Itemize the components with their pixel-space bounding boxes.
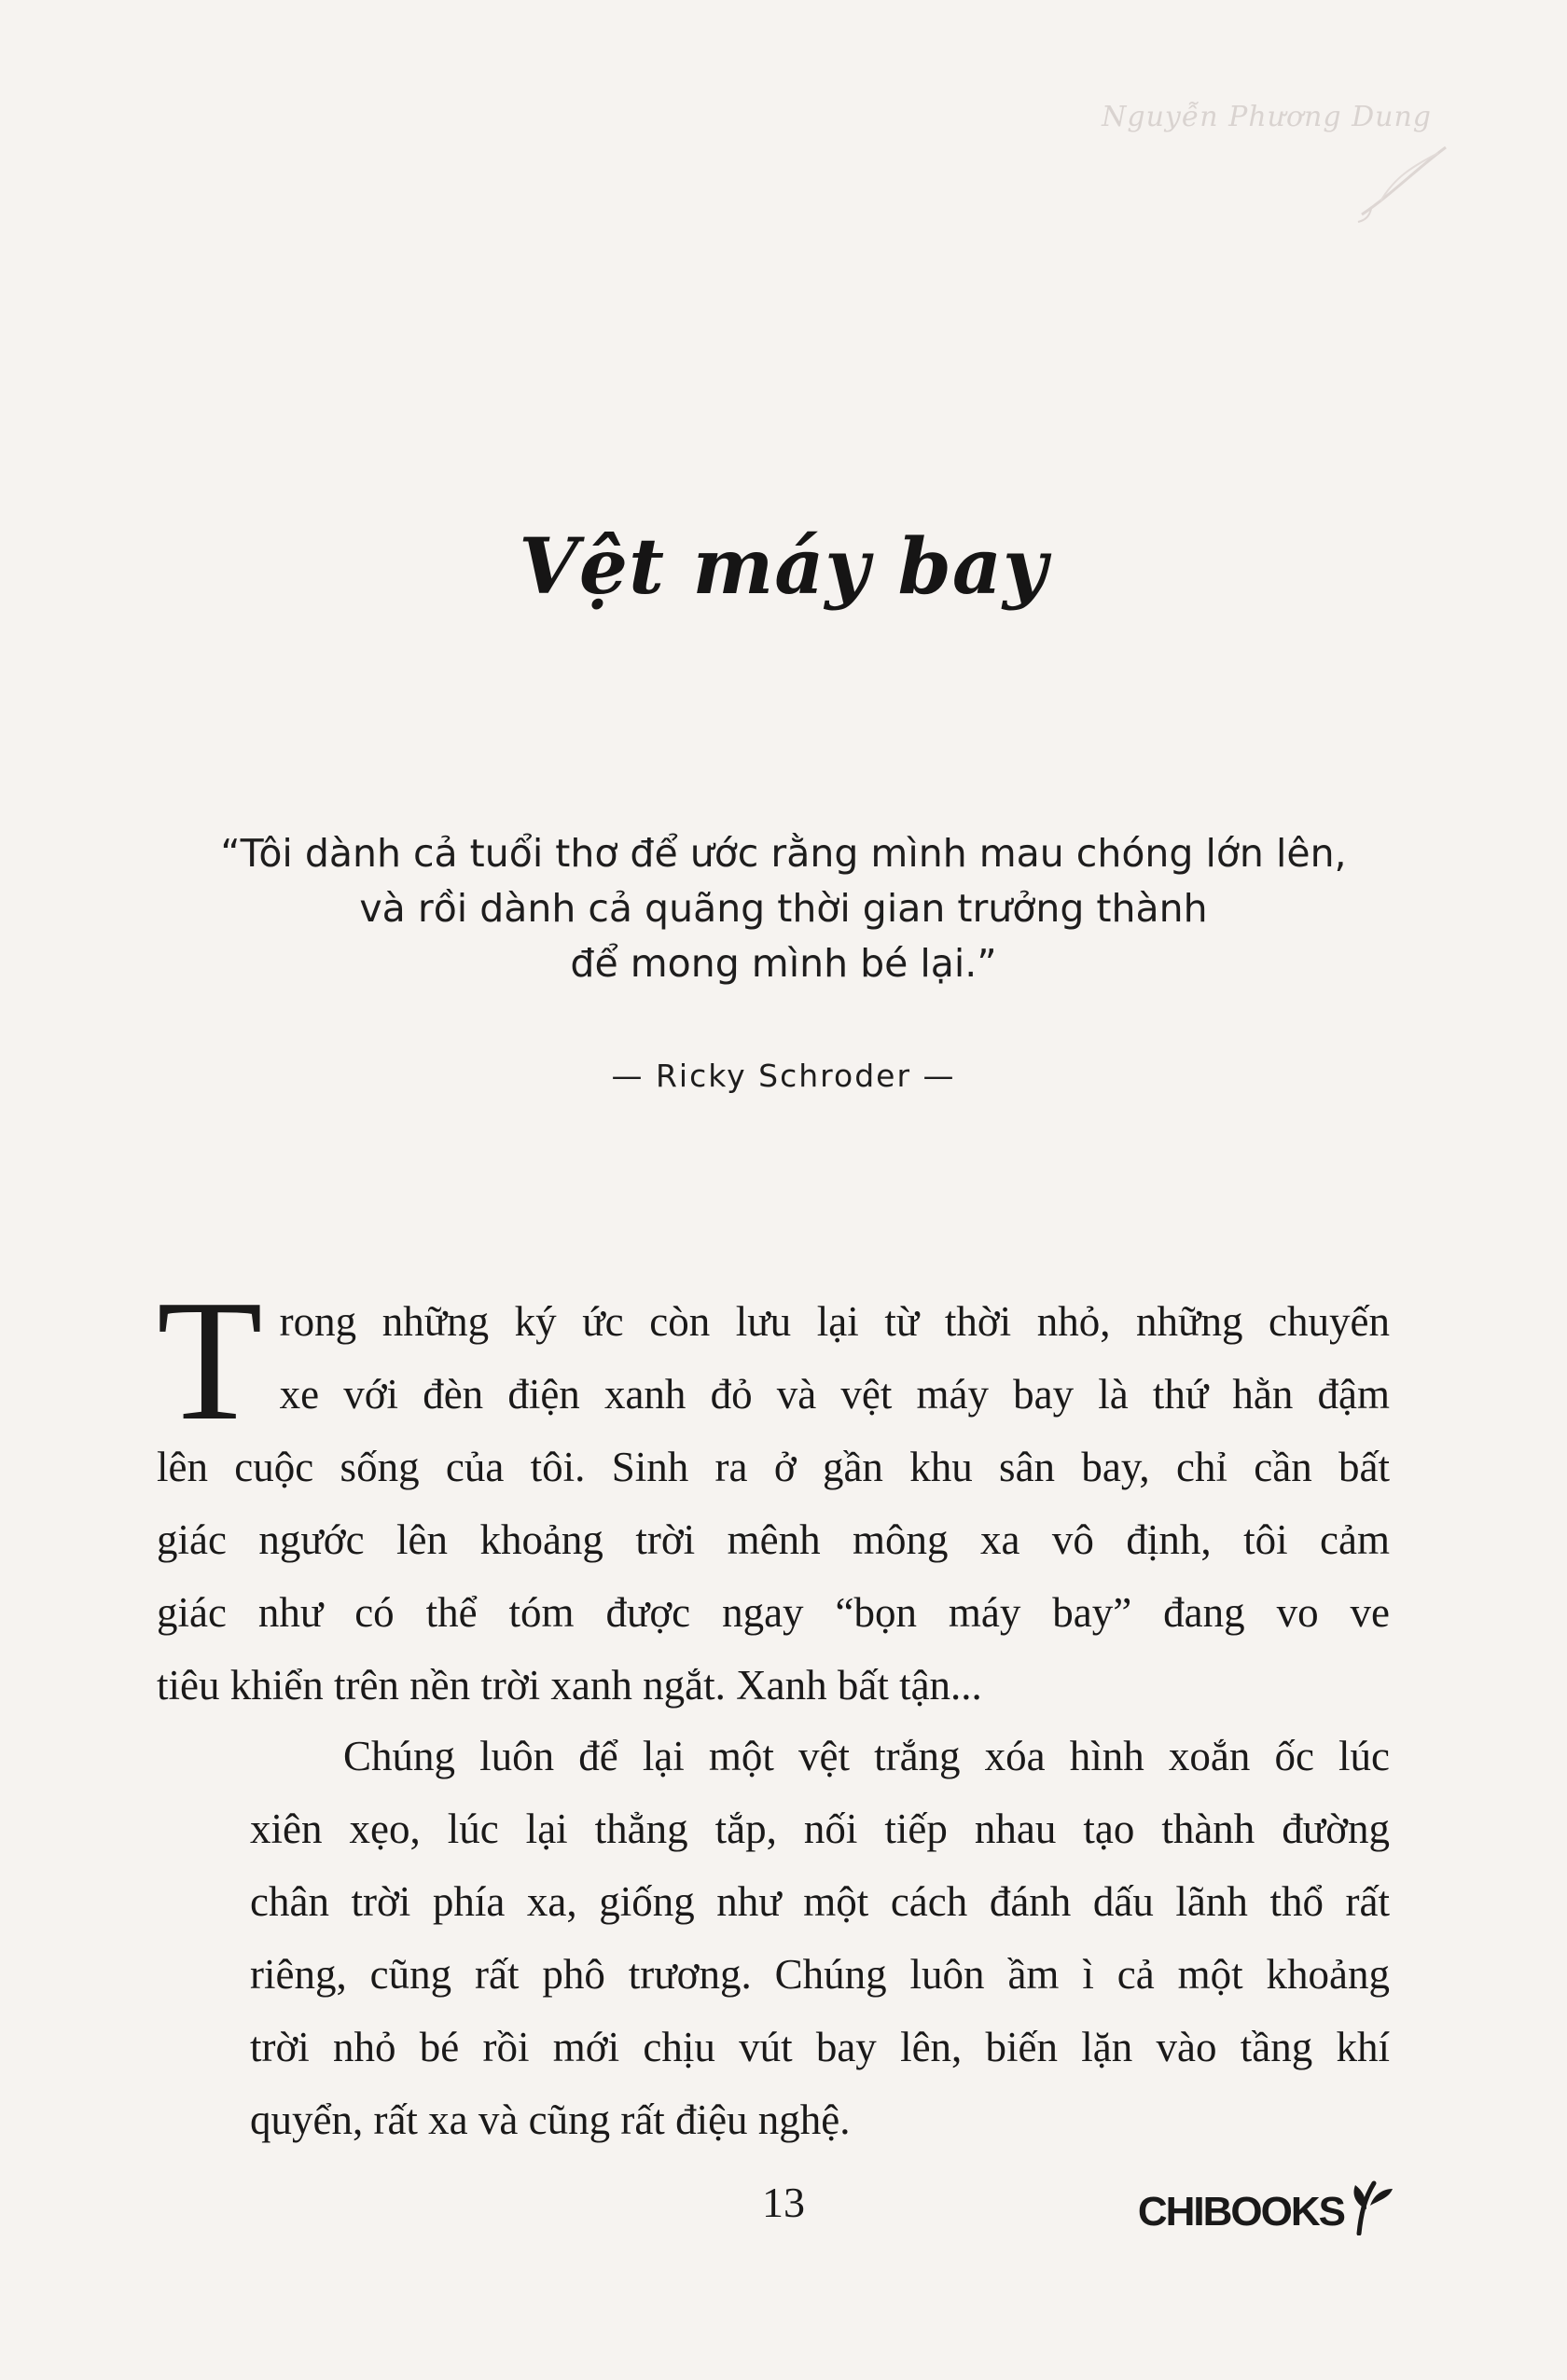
drop-cap: T xyxy=(157,1265,263,1457)
text-line: giác ngước lên khoảng trời mênh mông xa vô định, tôi cảm xyxy=(157,1516,1390,1563)
epigraph-line: và rồi dành cả quãng thời gian trưởng thành xyxy=(359,886,1208,931)
paragraph-1 xyxy=(157,1265,1390,1722)
text-line: xe với đèn điện xanh đỏ và vệt máy bay là thứ hằn đậm xyxy=(279,1371,1390,1418)
running-header: Nguyễn Phương Dung xyxy=(1102,101,1432,133)
publisher-name: CHIBOOKS xyxy=(1137,2189,1344,2235)
text-line: rong những ký ức còn lưu lại từ thời nhỏ, những chuyến xyxy=(279,1298,1390,1345)
publisher-logo xyxy=(1138,2178,1394,2235)
feather-ornament-icon xyxy=(1352,140,1455,224)
epigraph-line: “Tôi dành cả tuổi thơ để ước rằng mình mau chóng lớn lên, xyxy=(220,831,1347,876)
sprout-icon xyxy=(1346,2178,1394,2235)
epigraph-line: để mong mình bé lại.” xyxy=(570,941,997,986)
paragraph-2 xyxy=(157,1720,1390,2156)
text-line: xiên xẹo, lúc lại thẳng tắp, nối tiếp nhau tạo thành đường xyxy=(250,1806,1390,1852)
text-line: tiêu khiển trên nền trời xanh ngắt. Xanh bất tận... xyxy=(157,1662,982,1709)
text-line: chân trời phía xa, giống như một cách đánh dấu lãnh thổ rất xyxy=(250,1878,1390,1925)
text-line: quyển, rất xa và cũng rất điệu nghệ. xyxy=(250,2096,851,2143)
text-line: lên cuộc sống của tôi. Sinh ra ở gần khu sân bay, chỉ cần bất xyxy=(157,1444,1390,1490)
chapter-title: Vệt máy bay xyxy=(519,522,1048,612)
text-line: trời nhỏ bé rồi mới chịu vút bay lên, biến lặn vào tầng khí xyxy=(250,2024,1390,2070)
text-line: riêng, cũng rất phô trương. Chúng luôn ầm ì cả một khoảng xyxy=(250,1951,1390,1998)
text-line: giác như có thể tóm được ngay “bọn máy bay” đang vo ve xyxy=(157,1589,1390,1636)
epigraph-quote xyxy=(131,826,1436,991)
page-number: 13 xyxy=(762,2179,805,2226)
text-line: Chúng luôn để lại một vệt trắng xóa hình xoắn ốc lúc xyxy=(343,1733,1390,1779)
epigraph-author: — Ricky Schroder — xyxy=(611,1058,956,1094)
